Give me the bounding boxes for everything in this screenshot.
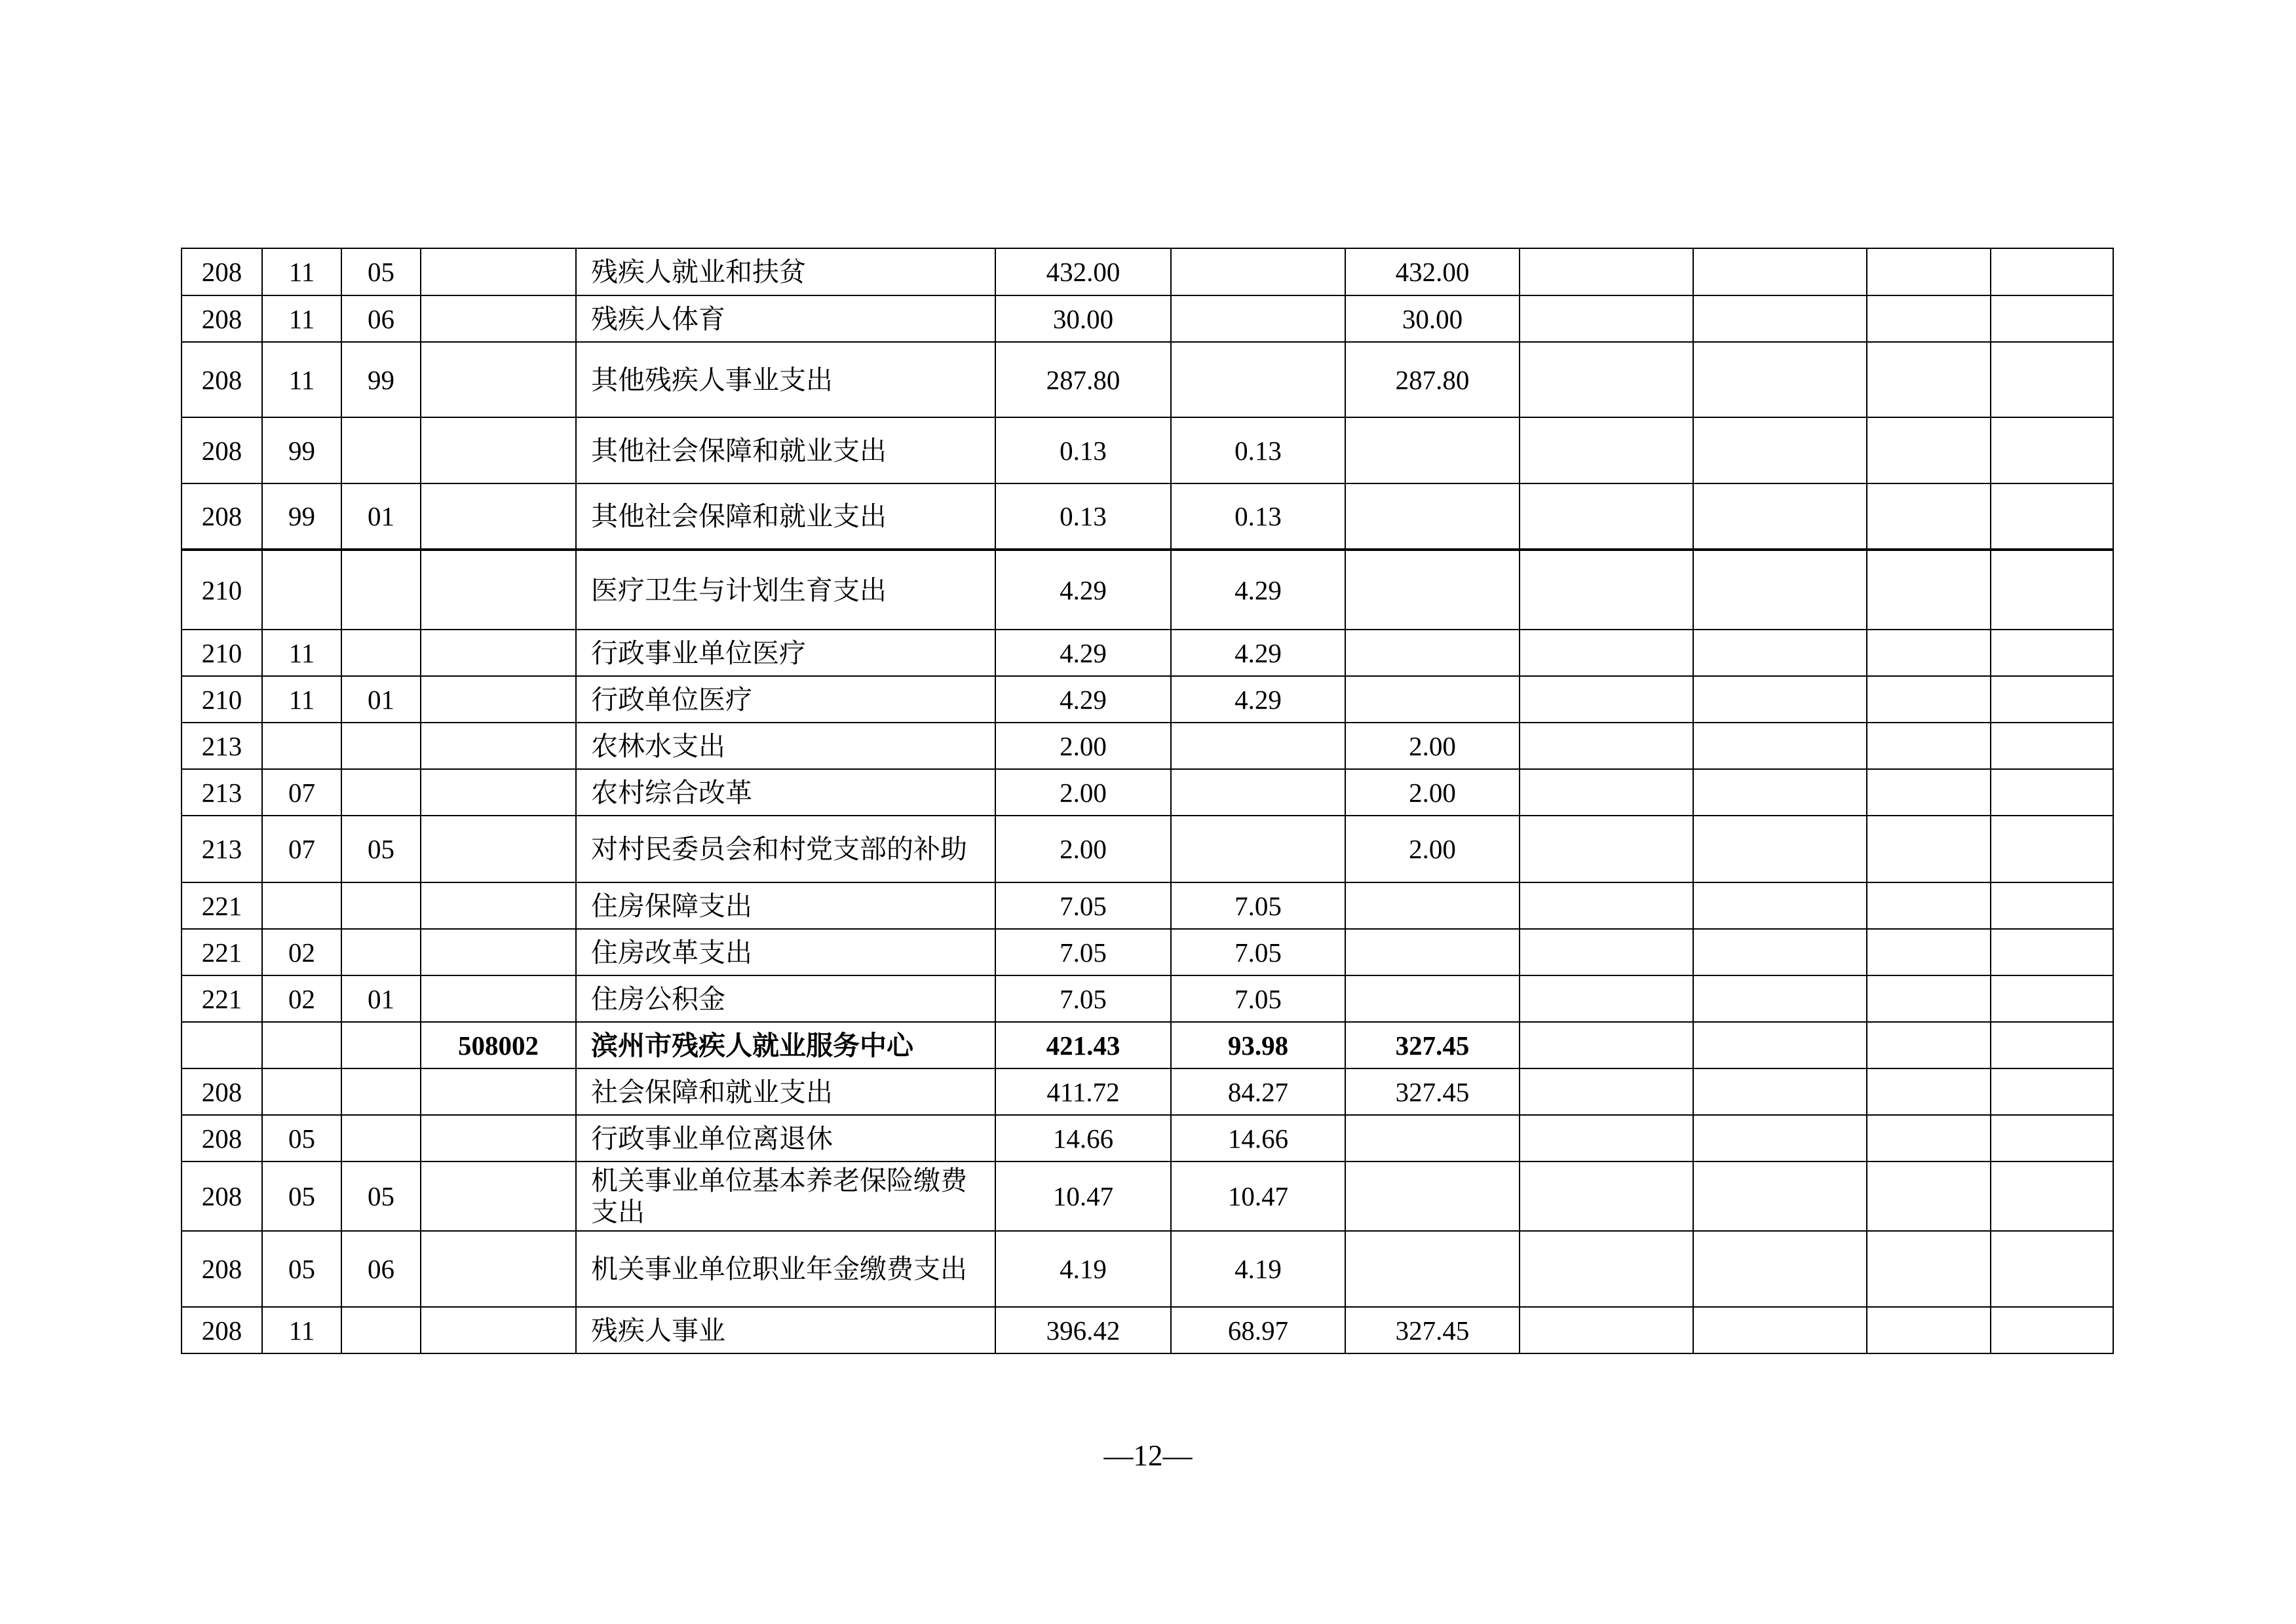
column-9-cell <box>1520 1307 1693 1353</box>
subject-name-cell: 残疾人就业和扶贫 <box>576 248 995 295</box>
column-11-cell <box>1867 248 1991 295</box>
column-11-cell <box>1867 550 1991 630</box>
column-10-cell <box>1693 882 1867 929</box>
basic-expenditure-cell <box>1171 342 1345 417</box>
subject-name-cell: 住房保障支出 <box>576 882 995 929</box>
column-11-cell <box>1867 342 1991 417</box>
unit-code-cell <box>421 550 576 630</box>
unit-code-cell <box>421 1231 576 1307</box>
item-code-cell <box>341 1022 421 1068</box>
subject-name-cell: 其他社会保障和就业支出 <box>576 417 995 483</box>
column-11-cell <box>1867 723 1991 769</box>
table-row <box>182 342 2113 417</box>
item-code-cell <box>341 769 421 816</box>
item-code-cell <box>341 1068 421 1115</box>
column-10-cell <box>1693 1307 1867 1353</box>
total-amount-cell: 7.05 <box>995 975 1171 1022</box>
category-code-cell: 213 <box>182 816 262 882</box>
category-code-cell: 221 <box>182 975 262 1022</box>
column-11-cell <box>1867 676 1991 723</box>
subject-name-cell: 社会保障和就业支出 <box>576 1068 995 1115</box>
total-amount-cell: 2.00 <box>995 769 1171 816</box>
section-code-cell: 99 <box>262 417 341 483</box>
project-expenditure-cell: 327.45 <box>1345 1307 1520 1353</box>
category-code-cell: 208 <box>182 1231 262 1307</box>
project-expenditure-cell <box>1345 882 1520 929</box>
column-11-cell <box>1867 483 1991 550</box>
subject-name-cell: 残疾人事业 <box>576 1307 995 1353</box>
column-9-cell <box>1520 417 1693 483</box>
column-12-cell <box>1991 342 2113 417</box>
unit-code-cell <box>421 1115 576 1161</box>
column-9-cell <box>1520 550 1693 630</box>
unit-code-cell <box>421 929 576 975</box>
category-code-cell: 208 <box>182 248 262 295</box>
subject-name-cell: 农林水支出 <box>576 723 995 769</box>
project-expenditure-cell <box>1345 630 1520 676</box>
column-11-cell <box>1867 929 1991 975</box>
project-expenditure-cell <box>1345 417 1520 483</box>
column-9-cell <box>1520 676 1693 723</box>
item-code-cell <box>341 630 421 676</box>
category-code-cell: 208 <box>182 417 262 483</box>
category-code-cell: 210 <box>182 630 262 676</box>
unit-code-cell <box>421 816 576 882</box>
column-10-cell <box>1693 929 1867 975</box>
category-code-cell: 213 <box>182 723 262 769</box>
project-expenditure-cell: 287.80 <box>1345 342 1520 417</box>
total-amount-cell: 4.29 <box>995 630 1171 676</box>
column-9-cell <box>1520 929 1693 975</box>
table-row <box>182 1231 2113 1307</box>
column-12-cell <box>1991 1115 2113 1161</box>
subject-name-cell: 行政事业单位离退休 <box>576 1115 995 1161</box>
table-row <box>182 550 2113 630</box>
column-12-cell <box>1991 417 2113 483</box>
category-code-cell <box>182 1022 262 1068</box>
column-11-cell <box>1867 1231 1991 1307</box>
column-10-cell <box>1693 1161 1867 1231</box>
section-code-cell: 11 <box>262 342 341 417</box>
column-10-cell <box>1693 550 1867 630</box>
section-code-cell: 05 <box>262 1231 341 1307</box>
column-10-cell <box>1693 342 1867 417</box>
subject-name-cell: 滨州市残疾人就业服务中心 <box>576 1022 995 1068</box>
category-code-cell: 213 <box>182 769 262 816</box>
subject-name-cell: 机关事业单位职业年金缴费支出 <box>576 1231 995 1307</box>
unit-code-cell <box>421 882 576 929</box>
subject-name-cell: 住房改革支出 <box>576 929 995 975</box>
subject-name-cell: 其他社会保障和就业支出 <box>576 483 995 550</box>
section-code-cell: 11 <box>262 295 341 342</box>
unit-code-cell <box>421 769 576 816</box>
section-code-cell: 11 <box>262 248 341 295</box>
unit-code-cell <box>421 676 576 723</box>
table-row <box>182 1115 2113 1161</box>
project-expenditure-cell <box>1345 550 1520 630</box>
basic-expenditure-cell: 4.29 <box>1171 630 1345 676</box>
item-code-cell <box>341 723 421 769</box>
subject-name-cell: 行政单位医疗 <box>576 676 995 723</box>
column-11-cell <box>1867 417 1991 483</box>
column-10-cell <box>1693 248 1867 295</box>
column-9-cell <box>1520 816 1693 882</box>
column-12-cell <box>1991 1231 2113 1307</box>
basic-expenditure-cell: 0.13 <box>1171 417 1345 483</box>
basic-expenditure-cell: 68.97 <box>1171 1307 1345 1353</box>
basic-expenditure-cell: 4.29 <box>1171 550 1345 630</box>
column-10-cell <box>1693 295 1867 342</box>
basic-expenditure-cell <box>1171 295 1345 342</box>
project-expenditure-cell: 2.00 <box>1345 816 1520 882</box>
column-11-cell <box>1867 630 1991 676</box>
basic-expenditure-cell: 7.05 <box>1171 882 1345 929</box>
section-code-cell <box>262 723 341 769</box>
item-code-cell <box>341 1307 421 1353</box>
column-12-cell <box>1991 550 2113 630</box>
total-amount-cell: 30.00 <box>995 295 1171 342</box>
section-code-cell: 99 <box>262 483 341 550</box>
column-12-cell <box>1991 1161 2113 1231</box>
column-11-cell <box>1867 1161 1991 1231</box>
total-amount-cell: 0.13 <box>995 483 1171 550</box>
table-body <box>182 248 2113 1353</box>
column-9-cell <box>1520 630 1693 676</box>
table-row <box>182 295 2113 342</box>
column-12-cell <box>1991 1022 2113 1068</box>
subject-name-cell: 住房公积金 <box>576 975 995 1022</box>
subject-name-cell: 行政事业单位医疗 <box>576 630 995 676</box>
column-9-cell <box>1520 1068 1693 1115</box>
table-row <box>182 816 2113 882</box>
subject-name-cell: 对村民委员会和村党支部的补助 <box>576 816 995 882</box>
column-10-cell <box>1693 975 1867 1022</box>
column-12-cell <box>1991 816 2113 882</box>
basic-expenditure-cell <box>1171 816 1345 882</box>
column-9-cell <box>1520 769 1693 816</box>
column-9-cell <box>1520 882 1693 929</box>
column-12-cell <box>1991 248 2113 295</box>
project-expenditure-cell: 327.45 <box>1345 1022 1520 1068</box>
item-code-cell <box>341 929 421 975</box>
item-code-cell: 05 <box>341 816 421 882</box>
section-code-cell <box>262 550 341 630</box>
column-10-cell <box>1693 483 1867 550</box>
category-code-cell: 208 <box>182 483 262 550</box>
column-11-cell <box>1867 1068 1991 1115</box>
project-expenditure-cell <box>1345 483 1520 550</box>
subject-name-cell: 农村综合改革 <box>576 769 995 816</box>
column-12-cell <box>1991 975 2113 1022</box>
total-amount-cell: 2.00 <box>995 816 1171 882</box>
project-expenditure-cell <box>1345 929 1520 975</box>
column-9-cell <box>1520 248 1693 295</box>
column-11-cell <box>1867 1022 1991 1068</box>
category-code-cell: 208 <box>182 1307 262 1353</box>
total-amount-cell: 396.42 <box>995 1307 1171 1353</box>
section-code-cell: 05 <box>262 1161 341 1231</box>
section-code-cell: 07 <box>262 816 341 882</box>
unit-code-cell <box>421 342 576 417</box>
total-amount-cell: 14.66 <box>995 1115 1171 1161</box>
section-code-cell: 11 <box>262 630 341 676</box>
total-amount-cell: 421.43 <box>995 1022 1171 1068</box>
subject-name-cell: 机关事业单位基本养老保险缴费支出 <box>576 1161 995 1231</box>
basic-expenditure-cell <box>1171 248 1345 295</box>
project-expenditure-cell <box>1345 1161 1520 1231</box>
total-amount-cell: 2.00 <box>995 723 1171 769</box>
category-code-cell: 210 <box>182 550 262 630</box>
total-amount-cell: 287.80 <box>995 342 1171 417</box>
column-12-cell <box>1991 630 2113 676</box>
column-10-cell <box>1693 769 1867 816</box>
basic-expenditure-cell: 4.29 <box>1171 676 1345 723</box>
unit-code-cell: 508002 <box>421 1022 576 1068</box>
category-code-cell: 208 <box>182 1115 262 1161</box>
table-row <box>182 1161 2113 1231</box>
column-11-cell <box>1867 882 1991 929</box>
category-code-cell: 221 <box>182 929 262 975</box>
category-code-cell: 208 <box>182 1161 262 1231</box>
unit-code-cell <box>421 723 576 769</box>
column-12-cell <box>1991 676 2113 723</box>
total-amount-cell: 7.05 <box>995 929 1171 975</box>
project-expenditure-cell <box>1345 1115 1520 1161</box>
section-code-cell: 02 <box>262 929 341 975</box>
total-amount-cell: 7.05 <box>995 882 1171 929</box>
column-9-cell <box>1520 1022 1693 1068</box>
section-code-cell: 05 <box>262 1115 341 1161</box>
total-amount-cell: 10.47 <box>995 1161 1171 1231</box>
basic-expenditure-cell: 0.13 <box>1171 483 1345 550</box>
unit-code-cell <box>421 483 576 550</box>
basic-expenditure-cell: 7.05 <box>1171 975 1345 1022</box>
project-expenditure-cell <box>1345 676 1520 723</box>
column-9-cell <box>1520 342 1693 417</box>
section-code-cell <box>262 1068 341 1115</box>
unit-code-cell <box>421 417 576 483</box>
item-code-cell <box>341 550 421 630</box>
item-code-cell <box>341 1115 421 1161</box>
table-row <box>182 1022 2113 1068</box>
basic-expenditure-cell <box>1171 769 1345 816</box>
column-12-cell <box>1991 882 2113 929</box>
subject-name-cell: 残疾人体育 <box>576 295 995 342</box>
basic-expenditure-cell: 14.66 <box>1171 1115 1345 1161</box>
column-10-cell <box>1693 1115 1867 1161</box>
section-code-cell: 02 <box>262 975 341 1022</box>
column-10-cell <box>1693 676 1867 723</box>
item-code-cell: 05 <box>341 248 421 295</box>
column-10-cell <box>1693 723 1867 769</box>
column-12-cell <box>1991 295 2113 342</box>
column-11-cell <box>1867 816 1991 882</box>
subject-name-cell: 其他残疾人事业支出 <box>576 342 995 417</box>
column-9-cell <box>1520 975 1693 1022</box>
subject-name-cell: 医疗卫生与计划生育支出 <box>576 550 995 630</box>
column-11-cell <box>1867 769 1991 816</box>
basic-expenditure-cell <box>1171 723 1345 769</box>
item-code-cell: 06 <box>341 1231 421 1307</box>
basic-expenditure-cell: 93.98 <box>1171 1022 1345 1068</box>
category-code-cell: 221 <box>182 882 262 929</box>
item-code-cell: 06 <box>341 295 421 342</box>
section-code-cell <box>262 882 341 929</box>
column-10-cell <box>1693 417 1867 483</box>
table-row <box>182 676 2113 723</box>
column-11-cell <box>1867 1307 1991 1353</box>
item-code-cell <box>341 417 421 483</box>
project-expenditure-cell: 2.00 <box>1345 769 1520 816</box>
unit-code-cell <box>421 975 576 1022</box>
column-9-cell <box>1520 723 1693 769</box>
total-amount-cell: 411.72 <box>995 1068 1171 1115</box>
column-12-cell <box>1991 1307 2113 1353</box>
column-12-cell <box>1991 723 2113 769</box>
basic-expenditure-cell: 4.19 <box>1171 1231 1345 1307</box>
table-row <box>182 248 2113 295</box>
category-code-cell: 210 <box>182 676 262 723</box>
category-code-cell: 208 <box>182 342 262 417</box>
column-10-cell <box>1693 816 1867 882</box>
column-11-cell <box>1867 1115 1991 1161</box>
table-row <box>182 882 2113 929</box>
item-code-cell: 05 <box>341 1161 421 1231</box>
total-amount-cell: 0.13 <box>995 417 1171 483</box>
basic-expenditure-cell: 7.05 <box>1171 929 1345 975</box>
column-10-cell <box>1693 1231 1867 1307</box>
column-12-cell <box>1991 769 2113 816</box>
project-expenditure-cell: 327.45 <box>1345 1068 1520 1115</box>
unit-code-cell <box>421 295 576 342</box>
page-number: —12— <box>1103 1439 1193 1472</box>
total-amount-cell: 4.29 <box>995 550 1171 630</box>
budget-table <box>181 248 2114 1354</box>
project-expenditure-cell: 30.00 <box>1345 295 1520 342</box>
unit-code-cell <box>421 1161 576 1231</box>
column-10-cell <box>1693 630 1867 676</box>
column-9-cell <box>1520 1231 1693 1307</box>
column-11-cell <box>1867 295 1991 342</box>
section-code-cell <box>262 1022 341 1068</box>
item-code-cell: 99 <box>341 342 421 417</box>
basic-expenditure-cell: 10.47 <box>1171 1161 1345 1231</box>
section-code-cell: 11 <box>262 1307 341 1353</box>
column-9-cell <box>1520 295 1693 342</box>
table-row <box>182 1068 2113 1115</box>
table-row <box>182 417 2113 483</box>
category-code-cell: 208 <box>182 1068 262 1115</box>
table-row <box>182 929 2113 975</box>
column-12-cell <box>1991 929 2113 975</box>
section-code-cell: 07 <box>262 769 341 816</box>
column-12-cell <box>1991 483 2113 550</box>
table-row <box>182 975 2113 1022</box>
column-11-cell <box>1867 975 1991 1022</box>
total-amount-cell: 4.29 <box>995 676 1171 723</box>
category-code-cell: 208 <box>182 295 262 342</box>
column-9-cell <box>1520 1161 1693 1231</box>
item-code-cell: 01 <box>341 483 421 550</box>
project-expenditure-cell <box>1345 975 1520 1022</box>
column-12-cell <box>1991 1068 2113 1115</box>
table-row <box>182 1307 2113 1353</box>
column-9-cell <box>1520 483 1693 550</box>
unit-code-cell <box>421 1307 576 1353</box>
total-amount-cell: 432.00 <box>995 248 1171 295</box>
section-code-cell: 11 <box>262 676 341 723</box>
table-row <box>182 630 2113 676</box>
column-10-cell <box>1693 1068 1867 1115</box>
project-expenditure-cell <box>1345 1231 1520 1307</box>
project-expenditure-cell: 432.00 <box>1345 248 1520 295</box>
item-code-cell: 01 <box>341 975 421 1022</box>
column-9-cell <box>1520 1115 1693 1161</box>
item-code-cell: 01 <box>341 676 421 723</box>
project-expenditure-cell: 2.00 <box>1345 723 1520 769</box>
column-10-cell <box>1693 1022 1867 1068</box>
unit-code-cell <box>421 1068 576 1115</box>
table-row <box>182 723 2113 769</box>
item-code-cell <box>341 882 421 929</box>
total-amount-cell: 4.19 <box>995 1231 1171 1307</box>
unit-code-cell <box>421 248 576 295</box>
basic-expenditure-cell: 84.27 <box>1171 1068 1345 1115</box>
unit-code-cell <box>421 630 576 676</box>
table-row <box>182 769 2113 816</box>
table-row <box>182 483 2113 550</box>
